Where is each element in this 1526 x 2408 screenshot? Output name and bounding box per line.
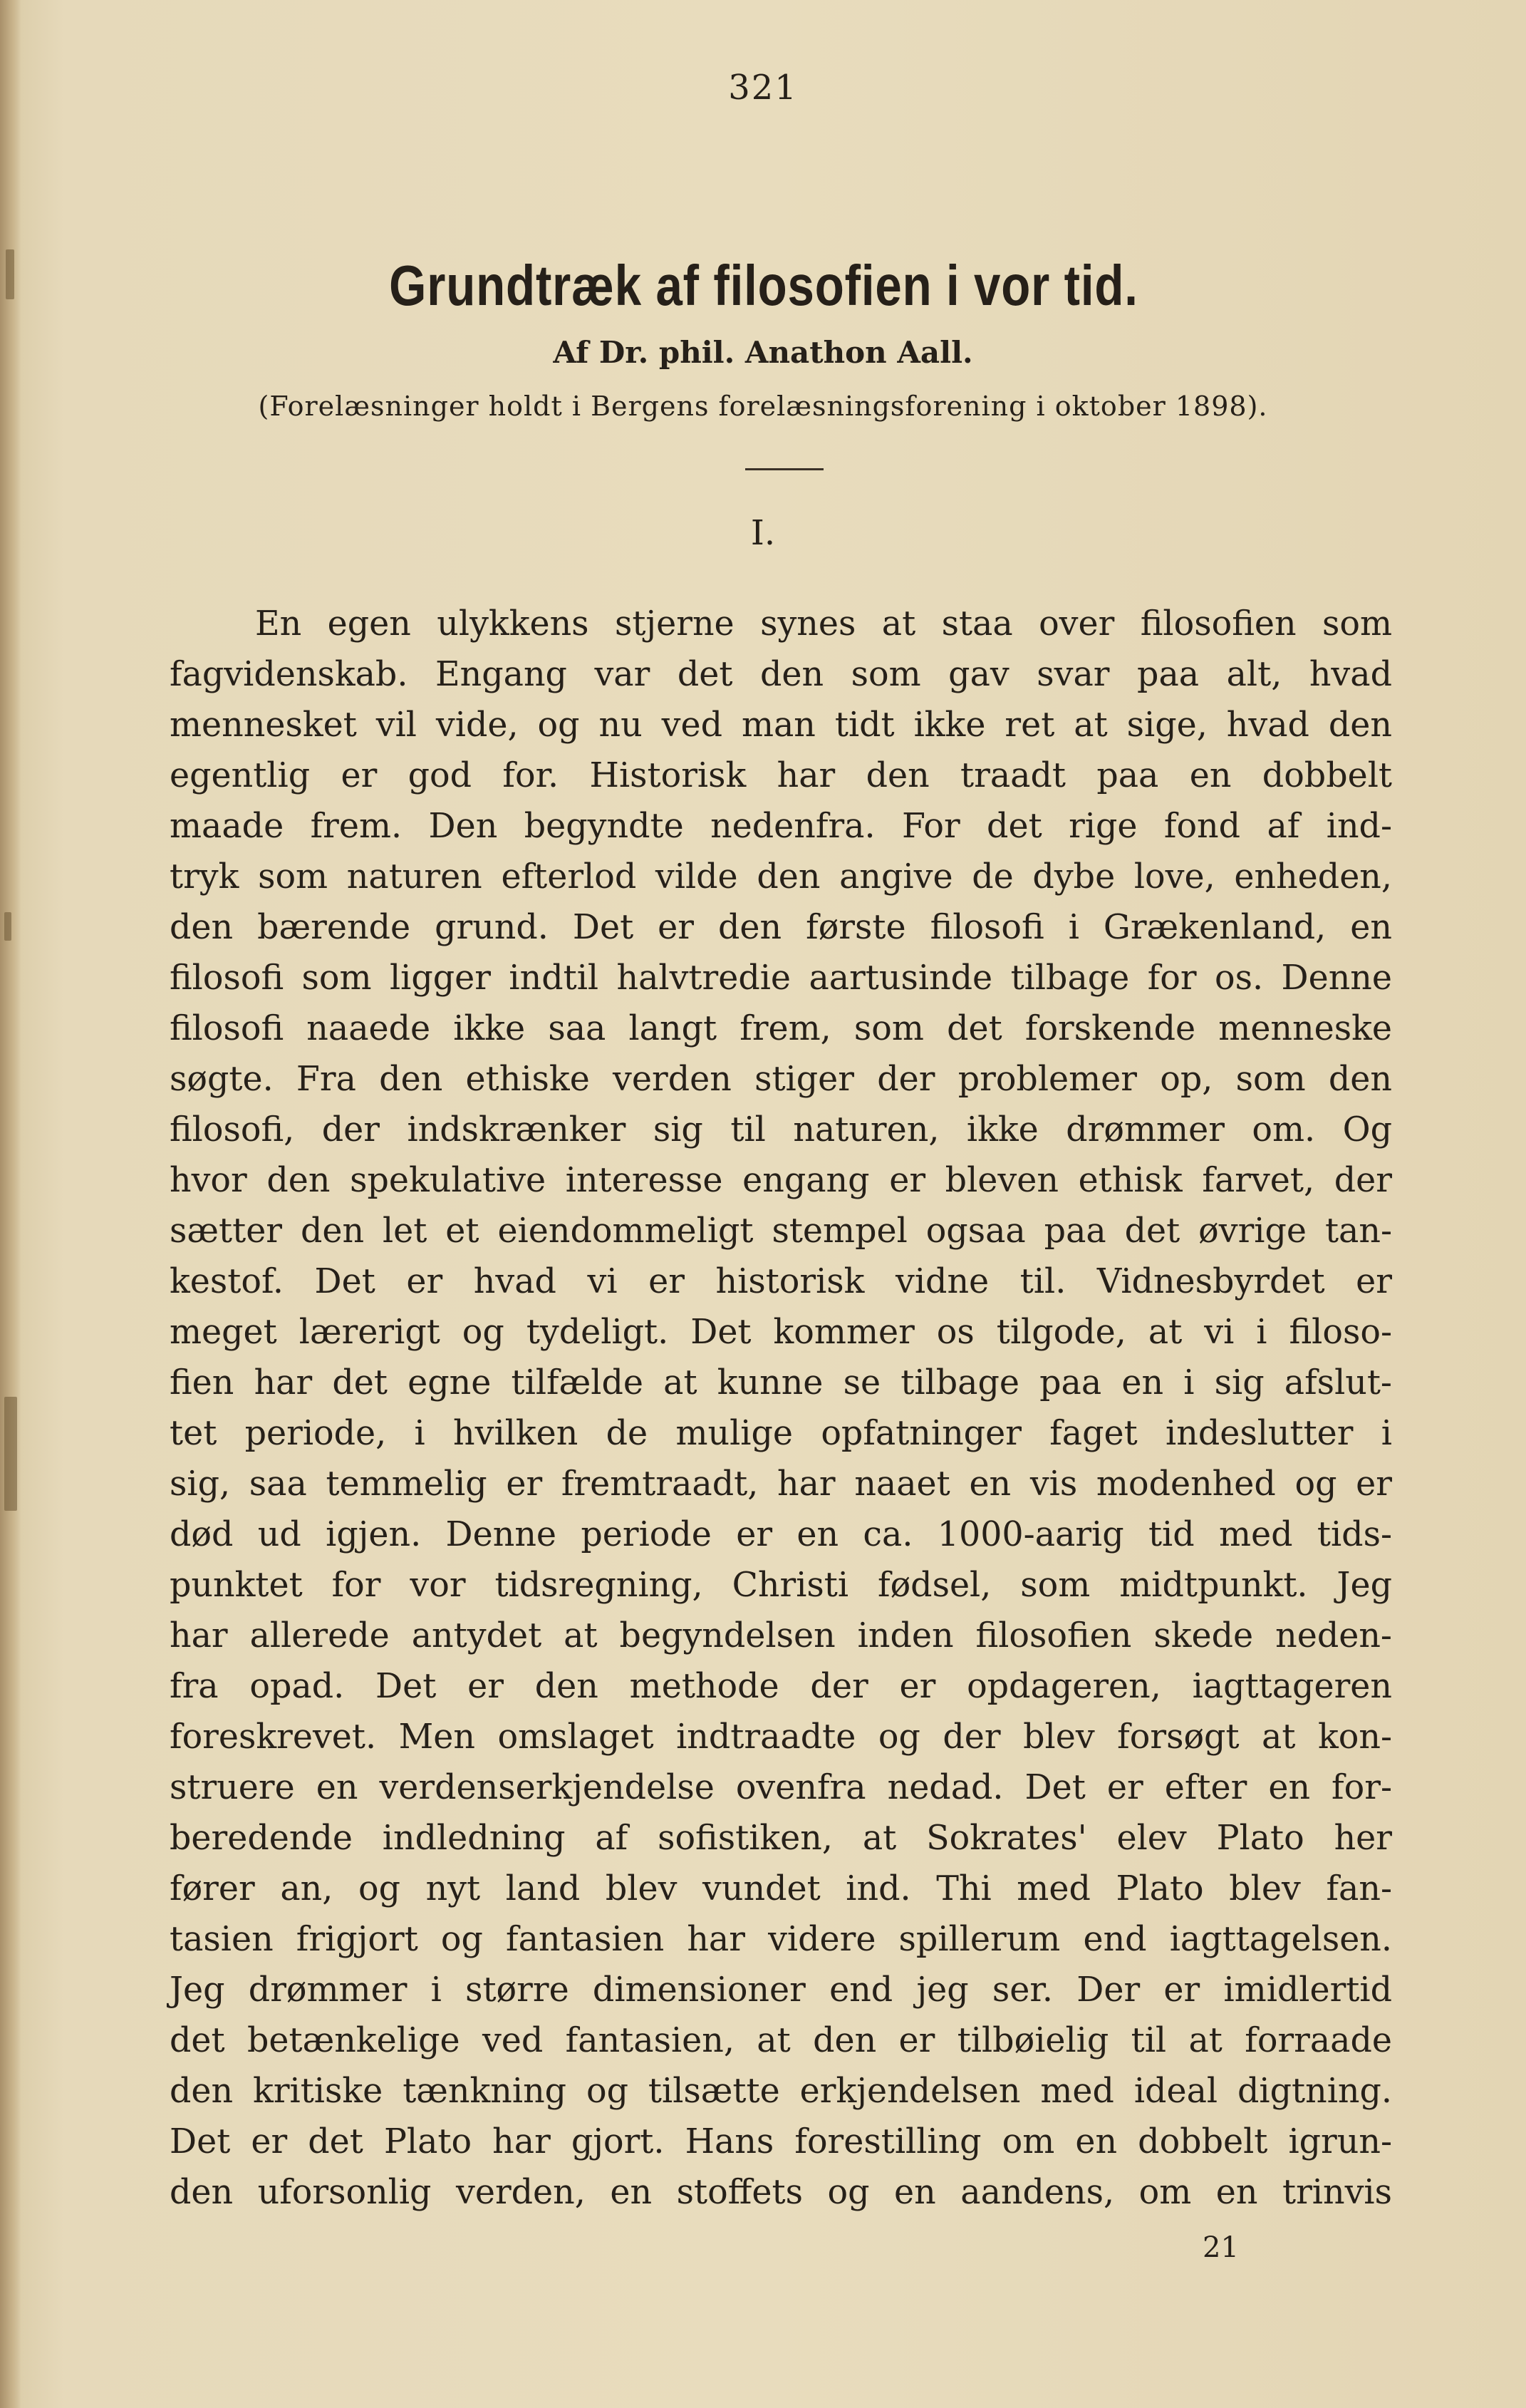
body-line: den kritiske tænkning og tilsætte erkjendelsen med ideal digtning. (170, 2072, 1392, 2111)
body-line: fagvidenskab. Engang var det den som gav svar paa alt, hvad (170, 655, 1392, 694)
ink-blot (4, 912, 11, 941)
body-line: har allerede antydet at begyndelsen inden filosofien skede neden- (170, 1616, 1392, 1655)
ink-blot (4, 1397, 17, 1511)
body-line: tasien frigjort og fantasien har videre spillerum end iagttagelsen. (170, 1920, 1392, 1959)
body-line: mennesket vil vide, og nu ved man tidt ikke ret at sige, hvad den (170, 706, 1392, 745)
body-line: filosofi som ligger indtil halvtredie aartusinde tilbage for os. Denne (170, 958, 1392, 998)
body-line: død ud igjen. Denne periode er en ca. 1000-aarig tid med tids- (170, 1515, 1392, 1554)
body-line: sig, saa temmelig er fremtraadt, har naaet en vis modenhed og er (170, 1464, 1392, 1504)
section-number: I. (750, 513, 776, 553)
body-line: sætter den let et eiendommeligt stempel ogsaa paa det øvrige tan- (170, 1211, 1392, 1251)
body-line: fra opad. Det er den methode der er opdageren, iagttageren (170, 1667, 1392, 1706)
body-line: fien har det egne tilfælde at kunne se tilbage paa en i sig afslut- (170, 1363, 1392, 1402)
body-line: egentlig er god for. Historisk har den traadt paa en dobbelt (170, 756, 1392, 795)
body-line: den uforsonlig verden, en stoffets og en aandens, om en trinvis (170, 2173, 1392, 2212)
body-line: En egen ulykkens stjerne synes at staa over filosofien som (255, 604, 1392, 644)
body-line: Det er det Plato har gjort. Hans forestilling om en dobbelt igrun- (170, 2122, 1392, 2161)
body-line: søgte. Fra den ethiske verden stiger der problemer op, som den (170, 1060, 1392, 1099)
body-line: tryk som naturen efterlod vilde den angive de dybe love, enheden, (170, 857, 1392, 896)
article-subtitle: (Forelæsninger holdt i Bergens forelæsningsforening i oktober 1898). (258, 391, 1268, 422)
page-number: 321 (728, 68, 798, 108)
body-line: tet periode, i hvilken de mulige opfatninger faget indeslutter i (170, 1414, 1392, 1453)
body-line: foreskrevet. Men omslaget indtraadte og der blev forsøgt at kon- (170, 1717, 1392, 1757)
body-line: hvor den spekulative interesse engang er bleven ethisk farvet, der (170, 1161, 1392, 1200)
body-line: struere en verdenserkjendelse ovenfra nedad. Det er efter en for- (170, 1768, 1392, 1807)
body-line: kestof. Det er hvad vi er historisk vidne til. Vidnesbyrdet er (170, 1262, 1392, 1301)
separator-rule (745, 468, 824, 470)
body-line: maade frem. Den begyndte nedenfra. For det rige fond af ind- (170, 807, 1392, 846)
article-author: Af Dr. phil. Anathon Aall. (553, 335, 973, 370)
body-line: punktet for vor tidsregning, Christi fødsel, som midtpunkt. Jeg (170, 1566, 1392, 1605)
body-line: det betænkelige ved fantasien, at den er tilbøielig til at forraade (170, 2021, 1392, 2060)
body-line: Jeg drømmer i større dimensioner end jeg ser. Der er imidlertid (170, 1970, 1392, 2010)
body-line: filosofi naaede ikke saa langt frem, som det forskende menneske (170, 1009, 1392, 1048)
body-line: filosofi, der indskrænker sig til naturen, ikke drømmer om. Og (170, 1110, 1392, 1149)
body-line: fører an, og nyt land blev vundet ind. Thi med Plato blev fan- (170, 1869, 1392, 1908)
body-line: den bærende grund. Det er den første filosofi i Grækenland, en (170, 908, 1392, 947)
printer-signature-mark: 21 (1203, 2231, 1239, 2264)
article-title: Grundtræk af filosofien i vor tid. (389, 254, 1138, 317)
body-line: meget lærerigt og tydeligt. Det kommer os tilgode, at vi i filoso- (170, 1313, 1392, 1352)
body-line: beredende indledning af sofistiken, at Sokrates' elev Plato her (170, 1819, 1392, 1858)
ink-blot (6, 249, 14, 299)
